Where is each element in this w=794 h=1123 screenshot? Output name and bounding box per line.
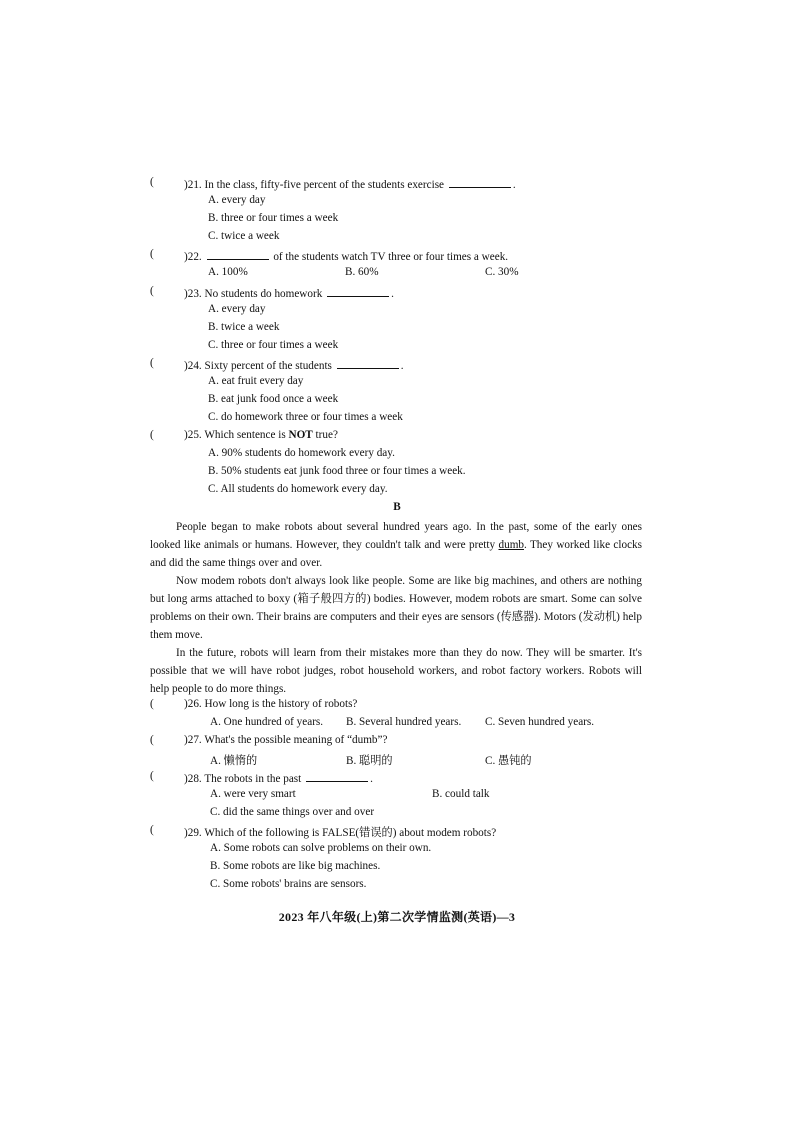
option-a: A. 懒惰的 — [210, 755, 258, 767]
option-a: A. 90% students do homework every day. — [208, 447, 395, 459]
answer-blank — [306, 770, 368, 782]
answer-bracket-open: ( — [150, 248, 154, 260]
option-c: C. 30% — [485, 266, 519, 278]
option-c: C. Seven hundred years. — [485, 716, 595, 728]
option-a: A. 100% — [208, 266, 248, 278]
option-b: B. eat junk food once a week — [208, 393, 339, 405]
option-b: B. three or four times a week — [208, 212, 339, 224]
option-b: B. 聪明的 — [346, 755, 393, 767]
answer-bracket-open: ( — [150, 429, 154, 441]
paren-close: ) — [184, 429, 188, 441]
answer-bracket-open: ( — [150, 824, 154, 836]
option-c: C. Some robots' brains are sensors. — [210, 878, 367, 890]
answer-blank — [207, 248, 269, 260]
emphasis-not: NOT — [288, 429, 313, 441]
paren-close: ) — [184, 288, 188, 300]
question-stem: )26. How long is the history of robots? — [184, 698, 358, 710]
option-c: C. All students do homework every day. — [208, 483, 388, 495]
answer-bracket-open: ( — [150, 176, 154, 188]
option-b: B. 50% students eat junk food three or four times a week. — [208, 465, 466, 477]
question-stem: )21. In the class, fifty-five percent of the students exercise . — [184, 176, 516, 191]
option-b: B. 60% — [345, 266, 379, 278]
paren-close: ) — [184, 360, 188, 372]
option-b: B. twice a week — [208, 321, 280, 333]
passage-paragraph-2: Now modem robots don't always look like people. Some are like big machines, and others are nothing but long arms attached to boxy (箱子般四方的) bodies. However, modem robots are smart. Some can solve problems on their own. Their brains are computers and their eyes are sensors (传感器). Motors (发动机) help them move. — [150, 575, 642, 641]
answer-bracket-open: ( — [150, 734, 154, 746]
section-heading: B — [393, 501, 401, 513]
option-a: A. every day — [208, 303, 266, 315]
paren-close: ) — [184, 773, 188, 785]
question-stem: )24. Sixty percent of the students . — [184, 357, 404, 372]
underlined-word: dumb — [498, 539, 524, 551]
option-a: A. were very smart — [210, 788, 296, 800]
passage-paragraph-3: In the future, robots will learn from their mistakes more than they do now. They will be smarter. It's possible that we will have robot judges, robot household workers, and robot factory workers. Robots will help people to do more things. — [150, 647, 642, 695]
option-b: B. could talk — [432, 788, 490, 800]
option-c: C. do homework three or four times a week — [208, 411, 403, 423]
question-stem: )22. of the students watch TV three or four times a week. — [184, 248, 508, 263]
answer-blank — [327, 285, 389, 297]
option-c: C. three or four times a week — [208, 339, 339, 351]
paren-close: ) — [184, 179, 188, 191]
option-c: C. 愚钝的 — [485, 755, 532, 767]
option-a: A. every day — [208, 194, 266, 206]
answer-bracket-open: ( — [150, 770, 154, 782]
option-c: C. did the same things over and over — [210, 806, 375, 818]
option-b: B. Several hundred years. — [346, 716, 462, 728]
answer-bracket-open: ( — [150, 357, 154, 369]
question-stem: )23. No students do homework . — [184, 285, 394, 300]
option-b: B. Some robots are like big machines. — [210, 860, 381, 872]
option-c: C. twice a week — [208, 230, 280, 242]
answer-blank — [337, 357, 399, 369]
option-a: A. Some robots can solve problems on their own. — [210, 842, 432, 854]
page-footer: 2023 年八年级(上)第二次学情监测(英语)—3 — [278, 910, 516, 924]
option-a: A. One hundred of years. — [210, 716, 324, 728]
question-stem: )25. Which sentence is NOT true? — [184, 429, 338, 441]
question-stem: )29. Which of the following is FALSE(错误的) about modem robots? — [184, 827, 497, 839]
answer-blank — [449, 176, 511, 188]
passage-paragraph-1: People began to make robots about several hundred years ago. In the past, some of the early ones looked like animals or humans. However, they couldn't talk and were pretty dumb. They worked like clocks and did the same things over and over. — [150, 521, 643, 569]
paren-close: ) — [184, 734, 188, 746]
answer-bracket-open: ( — [150, 285, 154, 297]
paren-close: ) — [184, 251, 188, 263]
answer-bracket-open: ( — [150, 698, 154, 710]
paren-close: ) — [184, 827, 188, 839]
question-stem: )28. The robots in the past . — [184, 770, 373, 785]
question-stem: )27. What's the possible meaning of “dumb”? — [184, 734, 388, 746]
option-a: A. eat fruit every day — [208, 375, 304, 387]
paren-close: ) — [184, 698, 188, 710]
